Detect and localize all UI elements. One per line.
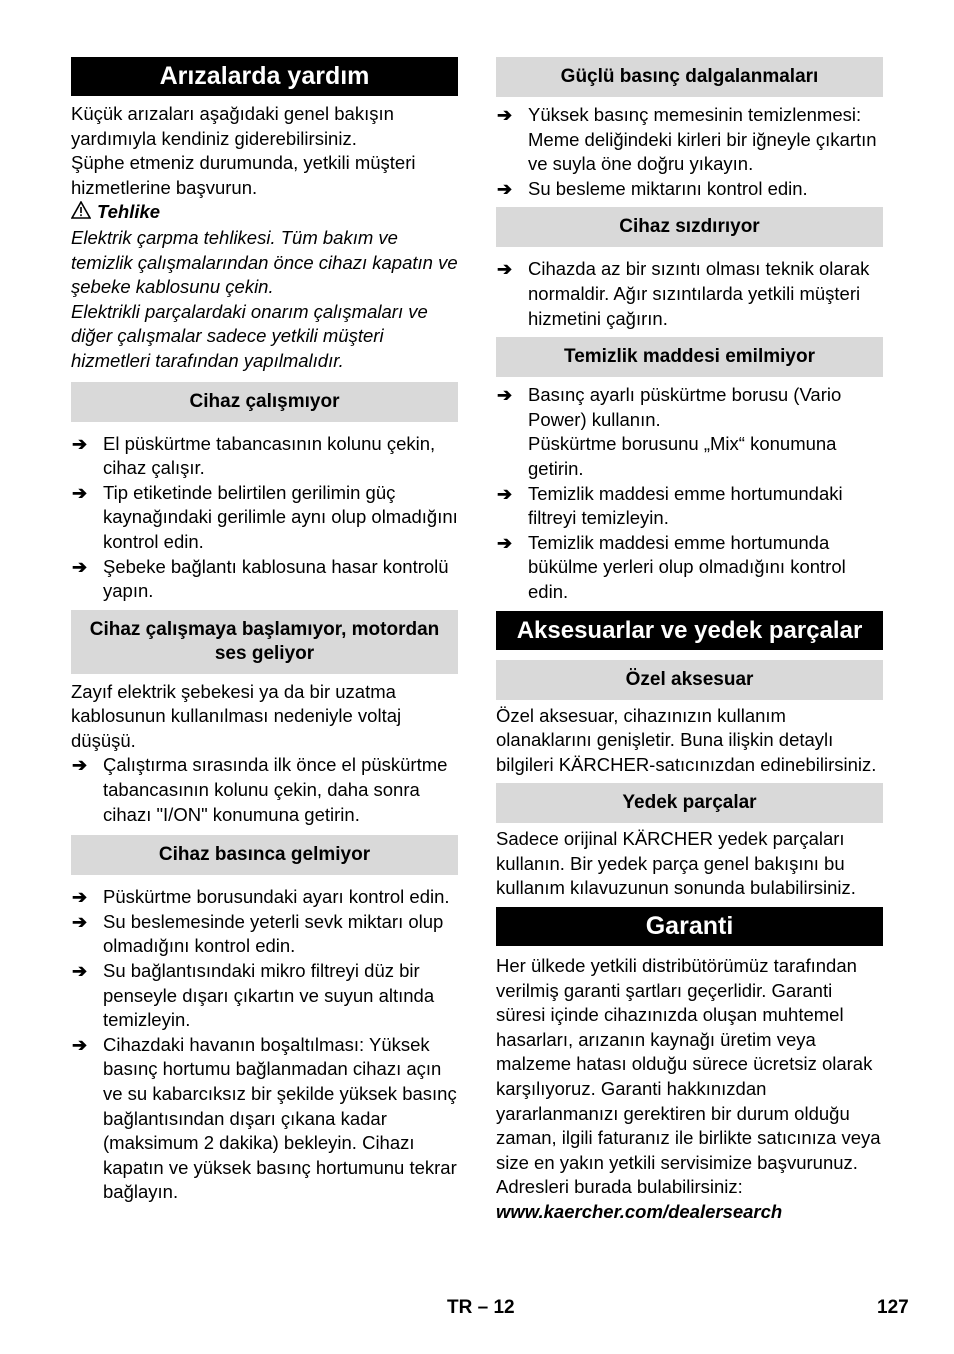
list-item: ➔ Cihazda az bir sızıntı olması teknik olarak normaldir. Ağır sızıntılarda yetkili müşteri hizmetini çağırın. [497, 258, 870, 329]
subsection-title-motor-noise: Cihaz çalışmaya başlamıyor, motordan ses geliyor [71, 610, 458, 674]
intro-paragraph-1: Küçük arızaları aşağıdaki genel bakışın yardımıyla kendiniz giderebilirsiniz. [71, 103, 394, 149]
arrow-right-icon: ➔ [72, 1034, 88, 1055]
list-item: ➔ Yüksek basınç memesinin temizlenmesi: Meme deliğindeki kirleri bir iğneyle çıkartın ve suyla öne doğru yıkayın. [497, 104, 877, 175]
subsection-title-pressure-fluctuation: Güçlü basınç dalgalanmaları [496, 57, 883, 97]
list-item: ➔ Su besleme miktarını kontrol edin. [496, 177, 883, 202]
subsection-title-leaking: Cihaz sızdırıyor [496, 207, 883, 247]
leaking-list [496, 257, 883, 331]
pressure-fluctuation-list [496, 103, 883, 201]
dealer-search-link[interactable]: www.kaercher.com/dealersearch [496, 1201, 783, 1222]
list-item: ➔ Çalıştırma sırasında ilk önce el püskürtme tabancasının kolunu çekin, daha sonra cihazı "I/ON" konumuna getirin. [72, 754, 448, 825]
arrow-right-icon: ➔ [497, 385, 513, 406]
spare-parts-text: Sadece orijinal KÄRCHER yedek parçaları kullanın. Bir yedek parça genel bakışını bu kullanım kılavuzunun sonunda bulabilirsiniz. [496, 828, 856, 899]
right-column [496, 57, 883, 1225]
arrow-right-icon: ➔ [497, 532, 513, 553]
left-column [71, 57, 458, 1205]
list-item: ➔ Su beslemesinde yeterli sevk miktarı olup olmadığını kontrol edin. [72, 910, 444, 957]
intro-paragraph-2: Şüphe etmeniz durumunda, yetkili müşteri hizmetlerine başvurun. [71, 152, 416, 198]
no-pressure-list [71, 885, 458, 1205]
footer-section-label: TR – 12 [447, 1297, 515, 1318]
list-item: ➔ Püskürtme borusundaki ayarı kontrol edin. [71, 885, 458, 910]
list-item: ➔ Su bağlantısındaki mikro filtreyi düz bir penseyle dışarı çıkartın ve suyun altında temizleyin. [72, 960, 435, 1031]
list-item: ➔ Şebeke bağlantı kablosuna hasar kontrolü yapın. [72, 555, 449, 602]
detergent-list [496, 383, 883, 604]
list-item: ➔ Basınç ayarlı püskürtme borusu (Vario Power) kullanın. Püskürtme borusunu „Mix“ konumuna getirin. [497, 384, 842, 479]
arrow-right-icon: ➔ [72, 755, 88, 776]
section-title-troubleshooting: Arızalarda yardım [71, 57, 458, 96]
subsection-title-special-accessories: Özel aksesuar [496, 660, 883, 700]
arrow-right-icon: ➔ [72, 887, 88, 908]
list-item: ➔ Tip etiketinde belirtilen gerilimin güç kaynağındaki gerilimle aynı olup olmadığını kontrol edin. [72, 481, 458, 552]
list-item: ➔ Cihazdaki havanın boşaltılması: Yüksek basınç hortumu bağlanmadan cihazı açın ve su kabarcıksız bir şekilde yüksek basınç bağlantısından dışarı çıkana kadar (maksimum 2 dakika) bekleyin. Cihazı kapatın ve yüksek basınç hortumunu tekrar bağlayın. [72, 1033, 457, 1203]
not-working-list [71, 432, 458, 604]
arrow-right-icon: ➔ [72, 482, 88, 503]
special-accessories-text: Özel aksesuar, cihazınızın kullanım olanaklarını genişletir. Buna ilişkin detaylı bilgileri KÄRCHER-satıcınızdan edinebilirsiniz. [496, 704, 877, 775]
warranty-text: Her ülkede yetkili distribütörümüz tarafından verilmiş garanti şartları geçerlidir. Garanti süresi içinde cihazınızda oluşan muhtemel hasarları, arızanın kaynağı üretim veya malzeme hatası olduğu sürece ücretsiz olarak karşılıyoruz. Garanti hakkınızdan yararlanmanızı gerektiren bir durum olduğu zaman, ilgili faturanız ile birlikte satıcınıza veya size en yakın yetkili servisimize başvurunuz. [496, 955, 881, 1173]
arrow-right-icon: ➔ [72, 433, 88, 454]
warning-text-2: Elektrikli parçalardaki onarım çalışmaları ve diğer çalışmalar sadece yetkili müşteri hizmetleri tarafından yapılmalıdır. [71, 300, 428, 371]
warning-heading [71, 200, 458, 226]
arrow-right-icon: ➔ [497, 178, 513, 199]
arrow-right-icon: ➔ [72, 911, 88, 932]
warning-label: Tehlike [97, 201, 161, 223]
subsection-title-detergent: Temizlik maddesi emilmiyor [496, 337, 883, 377]
section-title-warranty: Garanti [496, 907, 883, 946]
motor-noise-list [71, 753, 458, 827]
arrow-right-icon: ➔ [72, 961, 88, 982]
list-item: ➔ El püskürtme tabancasının kolunu çekin, cihaz çalışır. [72, 432, 436, 479]
motor-noise-text: Zayıf elektrik şebekesi ya da bir uzatma kablosunun kullanılması nedeniyle voltaj düşüşü. [71, 680, 402, 751]
page-number: 127 [877, 1297, 909, 1318]
detergent-item-note: Püskürtme borusunu „Mix“ konumuna getirin. [528, 433, 837, 479]
list-item: ➔ Temizlik maddesi emme hortumunda bükülme yerleri olup olmadığını kontrol edin. [497, 531, 846, 602]
arrow-right-icon: ➔ [497, 259, 513, 280]
warning-triangle-icon [71, 201, 91, 226]
arrow-right-icon: ➔ [497, 483, 513, 504]
arrow-right-icon: ➔ [72, 556, 88, 577]
list-item: ➔ Temizlik maddesi emme hortumundaki filtreyi temizleyin. [497, 482, 843, 529]
arrow-right-icon: ➔ [497, 105, 513, 125]
subsection-title-spare-parts: Yedek parçalar [496, 783, 883, 823]
address-text: Adresleri burada bulabilirsiniz: [496, 1176, 743, 1198]
warning-text-1: Elektrik çarpma tehlikesi. Tüm bakım ve temizlik çalışmalarından önce cihazı kapatın ve şebeke kablosunu çekin. [71, 226, 458, 298]
subsection-title-no-pressure: Cihaz basınca gelmiyor [71, 835, 458, 875]
section-title-accessories: Aksesuarlar ve yedek parçalar [496, 611, 883, 650]
subsection-title-not-working: Cihaz çalışmıyor [71, 382, 458, 422]
